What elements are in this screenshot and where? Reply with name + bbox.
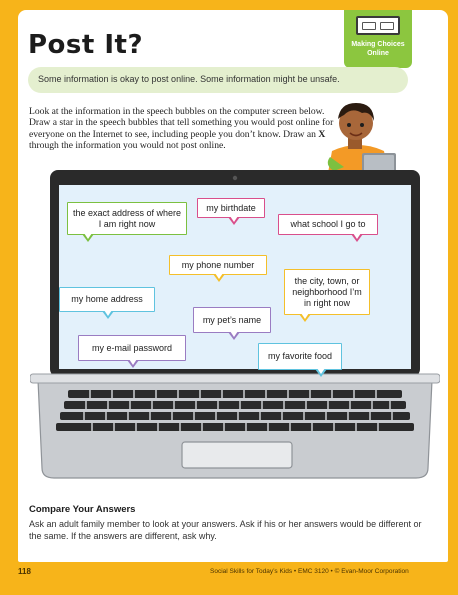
info-banner: Some information is okay to post online. Some information might be unsafe. [28,67,408,93]
bubble-email-password[interactable]: my e-mail password [78,335,186,361]
boy-with-laptop-illustration [318,95,398,175]
instructions-text-1: Look at the information in the speech bubbles on the computer screen below. Draw a star in the speech bubbles that tell something you would post online for everyone on the Internet to see, including people you don’t know. Draw an [29,106,334,140]
trackpad [182,442,292,468]
laptop-hinge [30,374,440,383]
bubble-birthdate[interactable]: my birthdate [197,198,265,218]
page-footer [0,563,458,581]
badge-label: Making Choices Online [351,41,405,57]
bubble-exact-address[interactable]: the exact address of where I am right now [67,202,187,235]
bubble-home-address[interactable]: my home address [59,287,155,312]
webcam-dot [233,176,237,180]
computer-windows-icon [356,16,400,35]
worksheet-page [18,10,448,562]
bubble-school[interactable]: what school I go to [278,214,378,235]
instructions-x-mark: X [318,128,326,140]
instructions-text-2: through the information you would not post online. [29,139,226,151]
page-title: Post It? [28,30,144,60]
compare-heading: Compare Your Answers [29,504,136,515]
page-number: 118 [18,567,31,576]
bubble-phone-number[interactable]: my phone number [169,255,267,275]
topic-badge [344,10,412,68]
copyright: Social Skills for Today’s Kids • EMC 3120 • © Evan-Moor Corporation [210,568,409,575]
bubble-favorite-food[interactable]: my favorite food [258,343,342,370]
bubble-city-town[interactable]: the city, town, or neighborhood I’m in right now [284,269,370,315]
bubble-pet-name[interactable]: my pet’s name [193,307,271,333]
instructions [29,106,334,151]
compare-text: Ask an adult family member to look at your answers. Ask if his or her answers would be different or the same. If the answers are different, ask why. [29,519,422,541]
